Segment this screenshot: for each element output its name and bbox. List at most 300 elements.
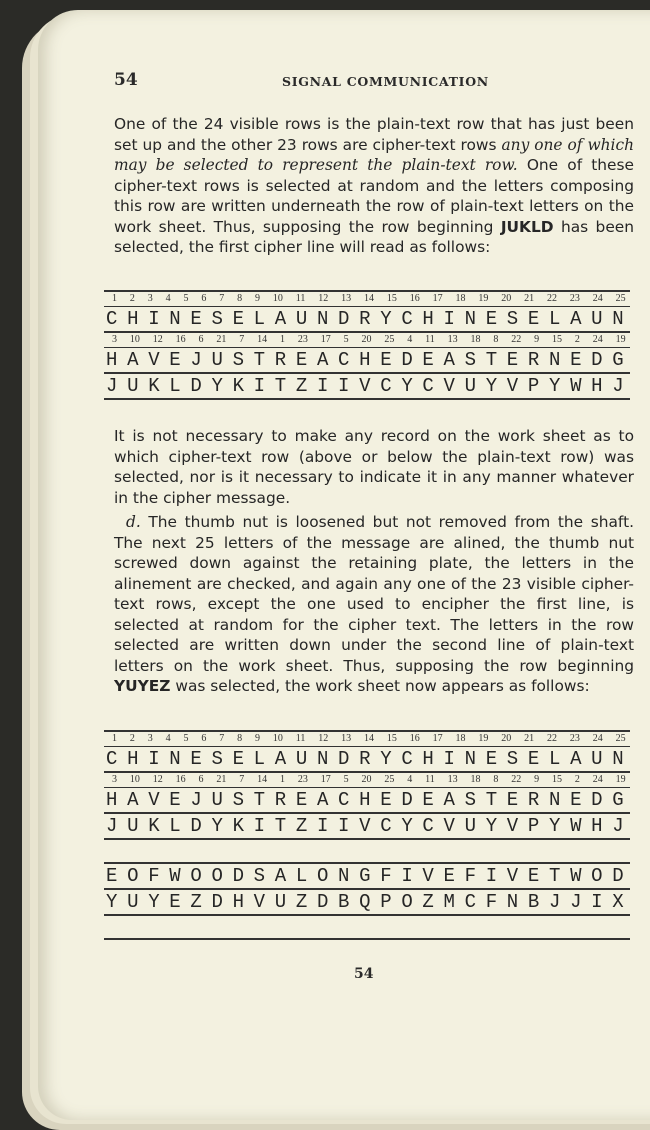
table-cell: W — [570, 375, 582, 397]
table-cell: N — [464, 748, 476, 770]
paragraph-3 — [114, 512, 634, 697]
table-cell: 12 — [318, 293, 329, 304]
table-cell: H — [106, 349, 118, 371]
para3-label: d. — [126, 513, 141, 531]
table-cell: Y — [401, 375, 413, 397]
table-cell: 12 — [152, 334, 163, 345]
table-cell: H — [127, 308, 139, 330]
table-cell: 24 — [592, 334, 603, 345]
table-cell: 3 — [112, 334, 117, 345]
table-cell: 24 — [592, 733, 603, 744]
table-cell: D — [316, 891, 329, 913]
page-header — [0, 60, 650, 90]
table-cell: T — [253, 349, 266, 371]
table-cell: Z — [295, 375, 308, 397]
table-cell: E — [422, 789, 434, 811]
table-cell: 1 — [280, 334, 285, 345]
table-cell: E — [506, 349, 519, 371]
table-cell: U — [211, 349, 223, 371]
table-cell: 15 — [552, 774, 563, 785]
table-cell: 21 — [216, 774, 227, 785]
table-cell: 18 — [455, 293, 466, 304]
table-cell: I — [443, 308, 455, 330]
table-cell: 13 — [341, 293, 352, 304]
table-cell: V — [148, 349, 160, 371]
blank-gap — [104, 840, 630, 862]
cipher-text-row-2 — [104, 890, 630, 914]
table-cell: Y — [148, 891, 160, 913]
table-cell: D — [211, 891, 223, 913]
table-cell: 14 — [364, 733, 375, 744]
table-cell: 1 — [280, 774, 285, 785]
table-cell: W — [570, 815, 582, 837]
key-row — [104, 307, 630, 331]
table-cell: H — [232, 891, 244, 913]
table-cell: 1 — [112, 293, 117, 304]
table-cell: S — [232, 349, 244, 371]
table-cell: 25 — [615, 733, 626, 744]
table-cell: 4 — [407, 774, 413, 785]
table-cell: U — [127, 891, 139, 913]
table-cell: I — [591, 891, 603, 913]
table-cell: I — [443, 748, 455, 770]
table-cell: G — [359, 865, 371, 887]
table-cell: I — [253, 375, 266, 397]
table-cell: I — [401, 865, 413, 887]
table-cell: N — [548, 349, 561, 371]
table-cell: 9 — [255, 293, 260, 304]
table-cell: 13 — [447, 334, 458, 345]
table-cell: C — [106, 308, 118, 330]
table-cell: 23 — [297, 774, 308, 785]
table-cell: U — [127, 375, 139, 397]
table-cell: U — [464, 815, 476, 837]
table-cell: 23 — [569, 293, 580, 304]
table-cell: 4 — [407, 334, 413, 345]
table-cell: J — [612, 375, 624, 397]
table-cell: K — [148, 815, 160, 837]
table-cell: G — [612, 349, 624, 371]
table-cell: J — [612, 815, 624, 837]
table-cell: I — [316, 375, 329, 397]
table-cell: 9 — [255, 733, 260, 744]
table-cell: E — [527, 748, 540, 770]
table-cell: H — [422, 308, 434, 330]
table-cell: D — [591, 349, 603, 371]
key-row — [104, 747, 630, 771]
table-cell: 20 — [501, 733, 512, 744]
table-cell: 1 — [112, 733, 117, 744]
table-cell: E — [169, 891, 181, 913]
table-cell: F — [148, 865, 160, 887]
table-cell: E — [380, 349, 392, 371]
worksheet-table-2 — [104, 730, 630, 940]
table-cell: 15 — [386, 293, 397, 304]
table-cell: K — [232, 815, 244, 837]
para1-text-c: has been selected, the first cipher line will read as follows: — [114, 217, 635, 256]
table-cell: 8 — [237, 733, 243, 744]
blank-gap — [104, 916, 630, 938]
table-cell: F — [380, 865, 392, 887]
cipher-text-row — [104, 374, 630, 398]
column-numbers-row — [104, 732, 630, 746]
table-cell: 10 — [129, 334, 140, 345]
table-cell: V — [506, 865, 519, 887]
paragraph-1 — [114, 114, 634, 258]
table-cell: 12 — [152, 774, 163, 785]
table-cell: Y — [485, 815, 498, 837]
table-cell: E — [169, 349, 181, 371]
table-cell: N — [612, 748, 624, 770]
table-cell: Q — [359, 891, 371, 913]
table-cell: E — [506, 789, 519, 811]
table-cell: 9 — [534, 334, 540, 345]
table-cell: X — [612, 891, 624, 913]
table-cell: R — [527, 789, 540, 811]
page-number-top: 54 — [114, 70, 138, 90]
table-cell: 18 — [470, 774, 481, 785]
table-cell: T — [485, 349, 498, 371]
table-cell: 11 — [425, 334, 435, 345]
table-cell: L — [253, 748, 266, 770]
table-cell: 21 — [524, 733, 535, 744]
table-cell: 25 — [384, 334, 395, 345]
table-cell: H — [591, 375, 603, 397]
table-cell: E — [443, 865, 455, 887]
table-cell: P — [527, 375, 540, 397]
table-cell: R — [527, 349, 540, 371]
table-cell: Y — [485, 375, 498, 397]
table-cell: D — [190, 815, 202, 837]
table-cell: 25 — [384, 774, 395, 785]
table-cell: C — [422, 375, 434, 397]
table-cell: 22 — [547, 733, 558, 744]
table-cell: D — [338, 748, 350, 770]
key-numbers-row — [104, 773, 630, 787]
table-rule — [104, 938, 630, 940]
table-cell: T — [485, 789, 498, 811]
cipher-text-row-1 — [104, 814, 630, 838]
table-cell: 14 — [257, 774, 268, 785]
table-cell: 6 — [201, 293, 207, 304]
table-cell: 20 — [361, 774, 372, 785]
table-cell: J — [190, 789, 202, 811]
running-title: SIGNAL COMMUNICATION — [282, 74, 489, 89]
table-cell: 16 — [409, 733, 420, 744]
table-cell: C — [401, 308, 413, 330]
table-cell: U — [464, 375, 476, 397]
table-cell: E — [295, 349, 308, 371]
table-cell: A — [443, 789, 455, 811]
table-cell: 19 — [478, 293, 489, 304]
table-cell: I — [253, 815, 266, 837]
table-cell: Y — [401, 815, 413, 837]
para3-text-b: was selected, the work sheet now appears as follows: — [170, 677, 590, 695]
table-cell: O — [316, 865, 329, 887]
table-cell: Y — [380, 308, 392, 330]
table-cell: S — [506, 308, 519, 330]
table-cell: S — [464, 349, 476, 371]
para1-italic: any one of which may be selected to represent the plain-text row. — [114, 135, 634, 174]
table-cell: H — [106, 789, 118, 811]
table-cell: C — [464, 891, 476, 913]
table-cell: E — [106, 865, 118, 887]
table-cell: 21 — [524, 293, 535, 304]
table-cell: E — [169, 789, 181, 811]
table-cell: A — [570, 308, 582, 330]
table-cell: E — [485, 748, 498, 770]
table-cell: J — [106, 375, 118, 397]
table-cell: O — [127, 865, 139, 887]
table-cell: A — [274, 308, 287, 330]
page-number-bottom: 54 — [354, 966, 374, 982]
table-cell: 10 — [272, 293, 283, 304]
plain-text-row — [104, 348, 630, 372]
table-cell: N — [169, 748, 181, 770]
table-cell: N — [316, 748, 329, 770]
table-cell: L — [169, 815, 181, 837]
table-cell: 25 — [615, 293, 626, 304]
table-cell: A — [127, 349, 139, 371]
table-cell: E — [527, 308, 540, 330]
table-cell: 7 — [219, 733, 225, 744]
table-cell: 2 — [129, 733, 135, 744]
table-cell: 7 — [239, 774, 245, 785]
table-cell: S — [211, 748, 223, 770]
table-cell: I — [316, 815, 329, 837]
table-cell: 3 — [112, 774, 117, 785]
table-cell: Y — [106, 891, 118, 913]
para1-bold: JUKLD — [500, 217, 554, 236]
table-cell: E — [190, 748, 202, 770]
table-cell: A — [443, 349, 455, 371]
table-rule — [104, 398, 630, 400]
table-cell: W — [169, 865, 181, 887]
table-cell: V — [148, 789, 160, 811]
table-cell: C — [380, 375, 392, 397]
table-cell: G — [612, 789, 624, 811]
table-cell: U — [295, 308, 308, 330]
table-cell: 22 — [511, 334, 522, 345]
table-cell: 6 — [198, 334, 204, 345]
table-cell: D — [190, 375, 202, 397]
table-cell: A — [274, 748, 287, 770]
table-cell: R — [359, 748, 371, 770]
table-cell: 2 — [574, 774, 580, 785]
table-cell: 12 — [318, 733, 329, 744]
table-cell: 17 — [432, 293, 443, 304]
table-cell: U — [295, 748, 308, 770]
table-cell: S — [253, 865, 266, 887]
para3-bold: YUYEZ — [114, 677, 171, 695]
table-cell: E — [232, 308, 244, 330]
table-cell: V — [506, 815, 519, 837]
table-cell: 8 — [493, 334, 499, 345]
table-cell: Y — [380, 748, 392, 770]
table-cell: J — [548, 891, 561, 913]
table-cell: V — [443, 375, 455, 397]
table-cell: H — [591, 815, 603, 837]
table-cell: E — [527, 865, 540, 887]
table-cell: 2 — [129, 293, 135, 304]
table-cell: 22 — [547, 293, 558, 304]
table-cell: 6 — [198, 774, 204, 785]
para1-text-b: One of these cipher-text rows is selected at random and the letters composing this row are written underneath the row of plain-text letters on the work sheet. Thus, supposing the row beginning — [114, 156, 634, 236]
table-cell: 5 — [343, 334, 349, 345]
table-cell: H — [359, 789, 371, 811]
table-cell: D — [401, 349, 413, 371]
table-cell: I — [148, 748, 160, 770]
table-cell: P — [527, 815, 540, 837]
table-cell: 4 — [165, 293, 171, 304]
para1-text-a: One of the 24 visible rows is the plain-text row that has just been set up and the other 23 rows are cipher-text rows — [114, 115, 634, 154]
table-cell: N — [169, 308, 181, 330]
table-cell: 16 — [409, 293, 420, 304]
table-cell: L — [548, 308, 561, 330]
table-cell: N — [464, 308, 476, 330]
table-cell: Y — [211, 815, 223, 837]
table-cell: C — [380, 815, 392, 837]
table-cell: U — [274, 891, 287, 913]
table-cell: Y — [211, 375, 223, 397]
table-cell: T — [548, 865, 561, 887]
table-cell: 5 — [183, 293, 189, 304]
table-cell: 15 — [552, 334, 563, 345]
table-cell: V — [422, 865, 434, 887]
table-cell: 20 — [501, 293, 512, 304]
table-cell: A — [570, 748, 582, 770]
table-cell: I — [338, 375, 350, 397]
table-cell: F — [485, 891, 498, 913]
table-cell: C — [338, 349, 350, 371]
table-cell: D — [612, 865, 624, 887]
table-cell: Y — [548, 375, 561, 397]
table-cell: I — [338, 815, 350, 837]
table-cell: B — [527, 891, 540, 913]
table-cell: Y — [548, 815, 561, 837]
table-cell: N — [338, 865, 350, 887]
table-cell: 11 — [425, 774, 435, 785]
table-cell: 6 — [201, 733, 207, 744]
table-cell: 3 — [147, 733, 153, 744]
table-cell: L — [295, 865, 308, 887]
table-cell: F — [464, 865, 476, 887]
table-cell: 21 — [216, 334, 227, 345]
table-cell: H — [359, 349, 371, 371]
table-cell: 4 — [165, 733, 171, 744]
table-cell: 8 — [493, 774, 499, 785]
table-cell: V — [359, 375, 371, 397]
table-cell: 23 — [297, 334, 308, 345]
column-numbers-row — [104, 292, 630, 306]
table-cell: C — [401, 748, 413, 770]
table-cell: H — [127, 748, 139, 770]
plain-text-row-1 — [104, 788, 630, 812]
table-cell: L — [253, 308, 266, 330]
table-cell: S — [464, 789, 476, 811]
table-cell: C — [422, 815, 434, 837]
table-cell: 11 — [295, 293, 306, 304]
table-cell: S — [211, 308, 223, 330]
table-cell: 9 — [534, 774, 540, 785]
table-cell: C — [106, 748, 118, 770]
table-cell: A — [316, 349, 329, 371]
table-cell: N — [316, 308, 329, 330]
table-cell: U — [591, 748, 603, 770]
table-cell: K — [148, 375, 160, 397]
table-cell: O — [591, 865, 603, 887]
table-cell: 2 — [574, 334, 580, 345]
table-cell: 14 — [364, 293, 375, 304]
table-cell: D — [232, 865, 244, 887]
table-cell: R — [274, 789, 287, 811]
table-cell: 13 — [447, 774, 458, 785]
table-cell: 24 — [592, 293, 603, 304]
table-cell: 18 — [455, 733, 466, 744]
table-cell: V — [359, 815, 371, 837]
table-cell: P — [380, 891, 392, 913]
table-cell: T — [274, 375, 287, 397]
table-cell: J — [570, 891, 582, 913]
table-cell: Z — [422, 891, 434, 913]
table-cell: U — [127, 815, 139, 837]
table-cell: M — [443, 891, 455, 913]
table-cell: B — [338, 891, 350, 913]
table-cell: N — [506, 891, 519, 913]
table-cell: 7 — [219, 293, 225, 304]
table-cell: L — [169, 375, 181, 397]
table-cell: 18 — [470, 334, 481, 345]
key-numbers-row — [104, 333, 630, 347]
table-cell: A — [274, 865, 287, 887]
table-cell: E — [232, 748, 244, 770]
table-cell: 16 — [175, 334, 186, 345]
table-cell: Z — [190, 891, 202, 913]
plain-text-row-2 — [104, 864, 630, 888]
table-cell: 5 — [343, 774, 349, 785]
table-cell: E — [485, 308, 498, 330]
table-cell: R — [274, 349, 287, 371]
table-cell: V — [253, 891, 266, 913]
table-cell: L — [548, 748, 561, 770]
table-cell: D — [401, 789, 413, 811]
table-cell: I — [148, 308, 160, 330]
table-cell: O — [190, 865, 202, 887]
table-cell: 20 — [361, 334, 372, 345]
table-cell: 23 — [569, 733, 580, 744]
table-cell: O — [211, 865, 223, 887]
table-cell: 13 — [341, 733, 352, 744]
table-cell: E — [570, 789, 582, 811]
table-cell: 22 — [511, 774, 522, 785]
table-cell: T — [253, 789, 266, 811]
table-cell: Z — [295, 891, 308, 913]
table-cell: 10 — [129, 774, 140, 785]
table-cell: 3 — [147, 293, 153, 304]
table-cell: 17 — [320, 334, 331, 345]
table-cell: 8 — [237, 293, 243, 304]
table-cell: 16 — [175, 774, 186, 785]
table-cell: N — [548, 789, 561, 811]
table-cell: A — [127, 789, 139, 811]
table-cell: 19 — [615, 774, 626, 785]
table-cell: U — [211, 789, 223, 811]
table-cell: 17 — [432, 733, 443, 744]
table-cell: 15 — [386, 733, 397, 744]
para3-text-a: The thumb nut is loosened but not removed from the shaft. The next 25 letters of the message are alined, the thumb nut screwed down against the retaining plate, the letters in the alinement are checked, and again any one of the 23 visible cipher-text rows, except the one used to encipher the first line, is selected at random for the cipher text. The letters in the row selected are written down under the second line of plain-text letters on the work sheet. Thus, supposing the row beginning — [114, 513, 634, 675]
table-cell: E — [190, 308, 202, 330]
table-cell: A — [316, 789, 329, 811]
